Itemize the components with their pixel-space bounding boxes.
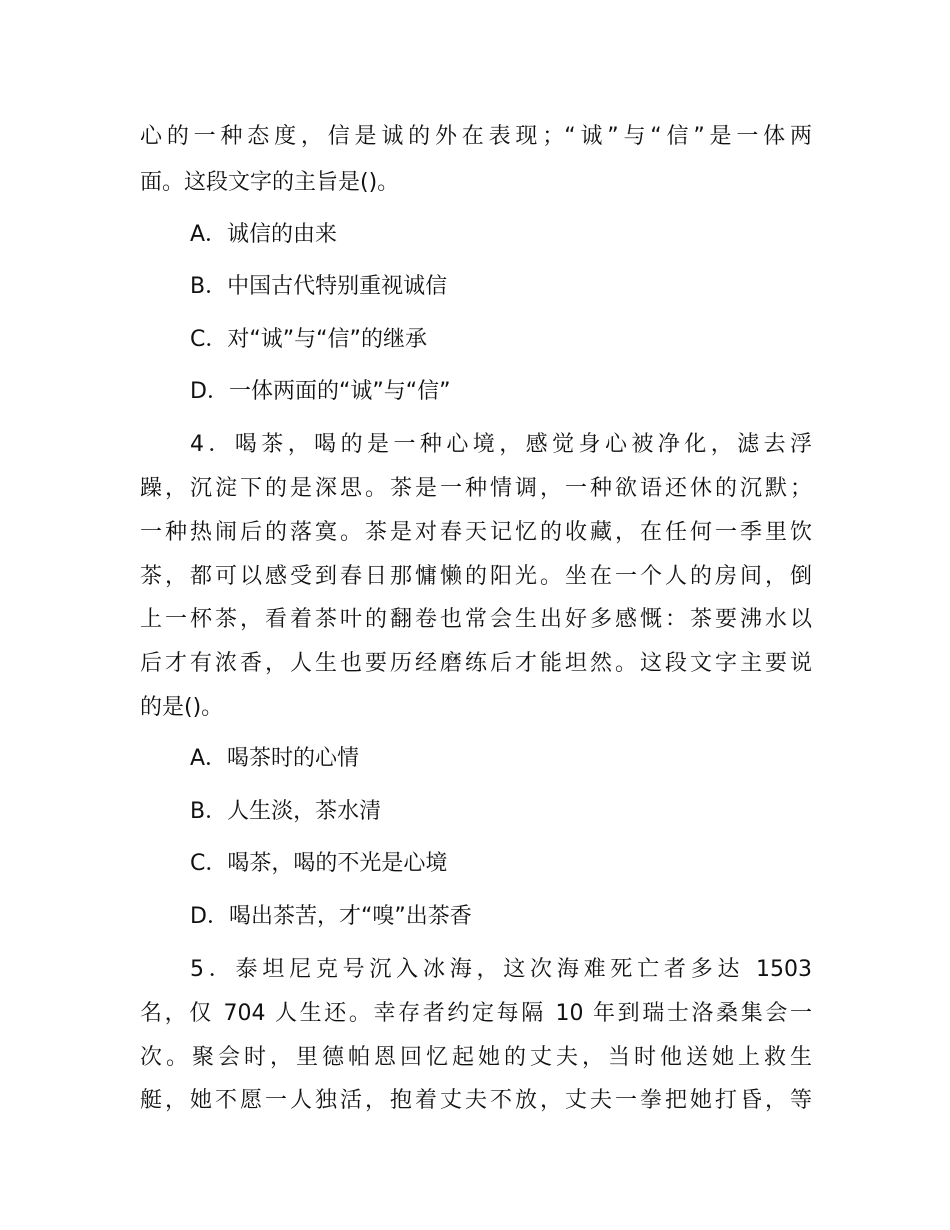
q4-stem-line-5: 上一杯茶，看着茶叶的翻卷也常会生出好多感慨：茶要沸水以 — [140, 607, 812, 632]
q4-stem-line-3: 一种热闹后的落寞。茶是对春天记忆的收藏，在任何一季里饮 — [140, 520, 812, 545]
q3-option-a: A．诚信的由来 — [190, 222, 338, 247]
q4-stem-line-2: 躁，沉淀下的是深思。茶是一种情调，一种欲语还休的沉默； — [140, 476, 812, 501]
q4-stem-line-1: 4．喝茶，喝的是一种心境，感觉身心被净化，滤去浮 — [190, 432, 812, 457]
q4-option-a: A．喝茶时的心情 — [190, 746, 360, 771]
q4-option-c: C．喝茶，喝的不光是心境 — [190, 851, 448, 876]
q5-stem-line-3: 次。聚会时，里德帕恩回忆起她的丈夫，当时他送她上救生 — [140, 1045, 812, 1070]
q4-stem-line-7: 的是()。 — [140, 695, 224, 720]
q3-option-c: C．对“诚”与“信”的继承 — [190, 327, 427, 352]
q4-stem-line-4: 茶，都可以感受到春日那慵懒的阳光。坐在一个人的房间，倒 — [140, 564, 812, 589]
q5-stem-line-1: 5．泰坦尼克号沉入冰海，这次海难死亡者多达 1503 — [190, 957, 812, 982]
q5-stem-line-2: 名，仅 704 人生还。幸存者约定每隔 10 年到瑞士洛桑集会一 — [140, 1001, 812, 1026]
q3-stem-line-1: 心的一种态度，信是诚的外在表现；“诚”与“信”是一体两 — [140, 124, 812, 149]
q3-stem-line-2: 面。这段文字的主旨是()。 — [140, 170, 400, 195]
q4-option-b: B．人生淡，茶水清 — [190, 799, 382, 824]
q3-option-b: B．中国古代特别重视诚信 — [190, 274, 448, 299]
q3-option-d: D．一体两面的“诚”与“信” — [190, 379, 451, 404]
q5-stem-line-4: 艇，她不愿一人独活，抱着丈夫不放，丈夫一拳把她打昏，等 — [140, 1088, 812, 1113]
q4-option-d: D．喝出茶苦，才“嗅”出茶香 — [190, 904, 472, 929]
q4-stem-line-6: 后才有浓香，人生也要历经磨练后才能坦然。这段文字主要说 — [140, 651, 812, 676]
